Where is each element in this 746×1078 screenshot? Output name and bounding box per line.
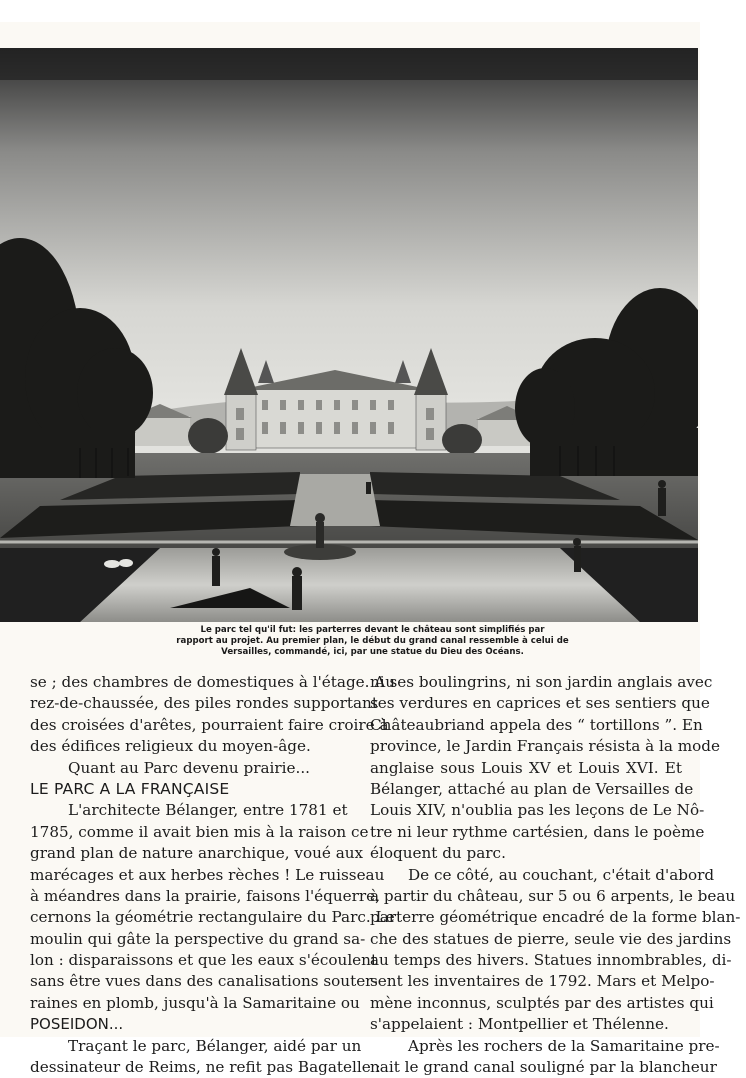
photo-caption: [160, 625, 585, 658]
magazine-page: [0, 22, 741, 1077]
grand-canal: [80, 548, 640, 622]
tree-clump: [188, 418, 228, 454]
body-line: province, le Jardin Français résista à la mode: [370, 737, 720, 756]
body-line: lon : disparaissons et que les eaux s'écoulent: [30, 951, 378, 970]
body-line: dessinateur de Reims, ne refit pas Bagatelle :: [30, 1058, 381, 1077]
swan: [119, 559, 133, 567]
text-column-right: [370, 672, 741, 1078]
tree-clump: [442, 424, 482, 456]
body-line: nait le grand canal souligné par la blancheur: [370, 1058, 717, 1077]
body-line: à méandres dans la prairie, faisons l'équerre,: [30, 886, 380, 905]
body-line: Traçant le parc, Bélanger, aidé par un: [68, 1036, 362, 1055]
body-line: Après les rochers de la Samaritaine pre-: [408, 1036, 720, 1055]
body-line: POSEIDON...: [30, 1015, 124, 1034]
body-line: s'appelaient : Montpellier et Thélenne.: [370, 1015, 669, 1034]
body-line: à partir du château, sur 5 ou 6 arpents, le beau: [370, 886, 736, 905]
section-heading: LE PARC A LA FRANÇAISE: [30, 779, 230, 798]
body-line: anglaise sous Louis XV et Louis XVI. Et: [370, 758, 682, 777]
body-line: éloquent du parc.: [370, 844, 506, 863]
body-line: sent les inventaires de 1792. Mars et Melpo-: [370, 972, 715, 991]
body-line: tre ni leur rythme cartésien, dans le poème: [370, 822, 705, 841]
body-line: mène inconnus, sculptés par des artistes qui: [370, 993, 714, 1012]
body-line: raines en plomb, jusqu'à la Samaritaine ou: [30, 993, 360, 1012]
body-line: sans être vues dans des canalisations souter-: [30, 972, 378, 991]
body-line: Quant au Parc devenu prairie...: [68, 758, 310, 777]
body-line: Bélanger, attaché au plan de Versailles de: [370, 779, 694, 798]
caption-line: Le parc tel qu'il fut: les parterres devant le château sont simplifiés par: [200, 625, 545, 635]
body-line: ses verdures en caprices et ses sentiers que: [370, 694, 710, 713]
chateau-park-engraving: [0, 48, 698, 622]
text-column-left: [30, 672, 396, 1078]
body-line: De ce côté, au couchant, c'était d'abord: [408, 865, 715, 884]
engraving-illustration: [0, 48, 698, 622]
body-line: parterre géométrique encadré de la forme blan-: [370, 908, 741, 927]
body-line: rez-de-chaussée, des piles rondes supportant: [30, 694, 378, 713]
caption-line: Versailles, commandé, ici, par une statue du Dieu des Océans.: [221, 647, 524, 657]
body-line: moulin qui gâte la perspective du grand sa-: [30, 929, 366, 948]
body-line: Châteaubriand appela des “ tortillons ”. En: [370, 715, 703, 734]
body-line: des édifices religieux du moyen-âge.: [30, 737, 311, 756]
swan: [104, 560, 120, 568]
body-line: marécages et aux herbes rèches ! Le ruisseau: [30, 865, 385, 884]
body-line: des croisées d'arêtes, pourraient faire croire à: [30, 715, 389, 734]
body-line: 1785, comme il avait bien mis à la raison ce: [30, 822, 369, 841]
body-line: L'architecte Bélanger, entre 1781 et: [68, 801, 348, 820]
body-line: Louis XIV, n'oublia pas les leçons de Le Nô-: [370, 801, 705, 820]
body-line: cernons la géométrie rectangulaire du Parc. Le: [30, 908, 395, 927]
body-line: au temps des hivers. Statues innombrables, di-: [370, 951, 732, 970]
body-line: che des statues de pierre, seule vie des jardins: [370, 929, 732, 948]
caption-line: rapport au projet. Au premier plan, le début du grand canal ressemble à celui de: [176, 636, 569, 646]
body-line: grand plan de nature anarchique, voué aux: [30, 844, 364, 863]
body-line: ni ses boulingrins, ni son jardin anglais avec: [370, 673, 713, 691]
body-line: se ; des chambres de domestiques à l'étage. Au: [30, 673, 396, 691]
